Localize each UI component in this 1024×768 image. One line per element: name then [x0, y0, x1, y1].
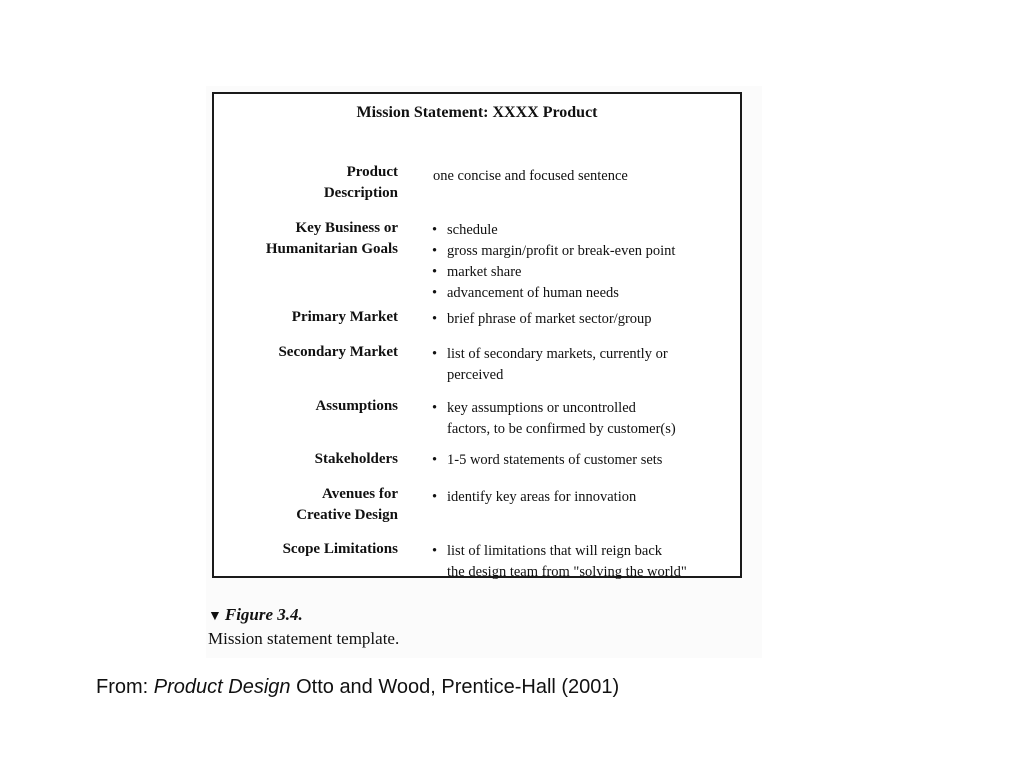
- row-label: [266, 218, 398, 260]
- bullet-icon: •: [432, 543, 438, 559]
- bullet-icon: •: [432, 222, 438, 238]
- row-value: [432, 398, 676, 440]
- bullet-text-line: list of limitations that will reign back: [447, 543, 663, 559]
- bullet-text-line: key assumptions or uncontrolled: [447, 400, 636, 416]
- row-label: [315, 449, 398, 470]
- row-label-line: Product: [346, 164, 398, 180]
- bullet-text-line: market share: [447, 264, 522, 280]
- row-value: [432, 309, 652, 330]
- bullet-icon: •: [432, 285, 438, 301]
- row-value: [432, 450, 662, 471]
- bullet-item: [432, 398, 676, 440]
- bullet-item: [432, 283, 675, 304]
- bullet-icon: •: [432, 264, 438, 280]
- bullet-text-line: list of secondary markets, currently or: [447, 346, 668, 362]
- bullet-item: [432, 241, 675, 262]
- bullet-text-line: brief phrase of market sector/group: [447, 311, 652, 327]
- row-label-line: Scope Limitations: [282, 541, 398, 557]
- row-value: [432, 487, 636, 508]
- row-label: [296, 484, 398, 526]
- row-label-line: Creative Design: [296, 507, 398, 523]
- bullet-text-line: perceived: [447, 367, 504, 383]
- bullet-icon: •: [432, 243, 438, 259]
- source-citation: [96, 676, 619, 699]
- bullet-item: [432, 344, 668, 386]
- bullet-item: [432, 541, 687, 583]
- row-label-line: Humanitarian Goals: [265, 241, 398, 257]
- bullet-item: [432, 487, 636, 508]
- row-label-line: Primary Market: [291, 309, 398, 325]
- row-label-line: Key Business or: [295, 220, 398, 236]
- bullet-text-line: 1-5 word statements of customer sets: [447, 452, 663, 468]
- bullet-text-line: gross margin/profit or break-even point: [447, 243, 676, 259]
- bullet-icon: •: [432, 400, 438, 416]
- row-value: [432, 541, 687, 583]
- row-label-line: Assumptions: [315, 398, 398, 414]
- row-label: [292, 307, 398, 328]
- bullet-icon: •: [432, 311, 438, 327]
- bullet-item: [432, 262, 675, 283]
- source-rest: Otto and Wood, Prentice-Hall (2001): [290, 676, 620, 698]
- bullet-text-line: advancement of human needs: [447, 285, 619, 301]
- row-label-line: Stakeholders: [314, 451, 398, 467]
- bullet-text-line: factors, to be confirmed by customer(s): [447, 421, 676, 437]
- source-book-title: Product Design: [153, 676, 291, 698]
- bullet-text-line: the design team from "solving the world": [447, 564, 687, 580]
- bullet-icon: •: [432, 346, 438, 362]
- row-label-line: Description: [323, 185, 398, 201]
- figure-caption: [208, 604, 399, 650]
- row-label-line: Avenues for: [322, 486, 398, 502]
- bullet-item: [432, 309, 652, 330]
- figure-label: Figure 3.4.: [224, 605, 303, 624]
- bullet-item: [432, 450, 662, 471]
- row-label: [315, 396, 398, 417]
- row-label: [283, 539, 398, 560]
- row-value: [432, 220, 675, 304]
- row-value: [432, 344, 668, 386]
- row-value: [433, 166, 628, 187]
- row-value-text: one concise and focused sentence: [433, 168, 628, 184]
- bullet-item: [432, 220, 675, 241]
- triangle-down-icon: ▼: [208, 609, 222, 624]
- bullet-icon: •: [432, 452, 438, 468]
- bullet-icon: •: [432, 489, 438, 505]
- bullet-text-line: schedule: [447, 222, 498, 238]
- row-label: [278, 342, 398, 363]
- table-title: Mission Statement: XXXX Product: [356, 104, 598, 121]
- caption-heading: [208, 604, 399, 628]
- caption-text: Mission statement template.: [208, 629, 400, 648]
- source-prefix: From:: [96, 676, 154, 698]
- mission-statement-table: [212, 92, 742, 578]
- row-label: [324, 162, 398, 204]
- bullet-text-line: identify key areas for innovation: [447, 489, 637, 505]
- row-label-line: Secondary Market: [278, 344, 398, 360]
